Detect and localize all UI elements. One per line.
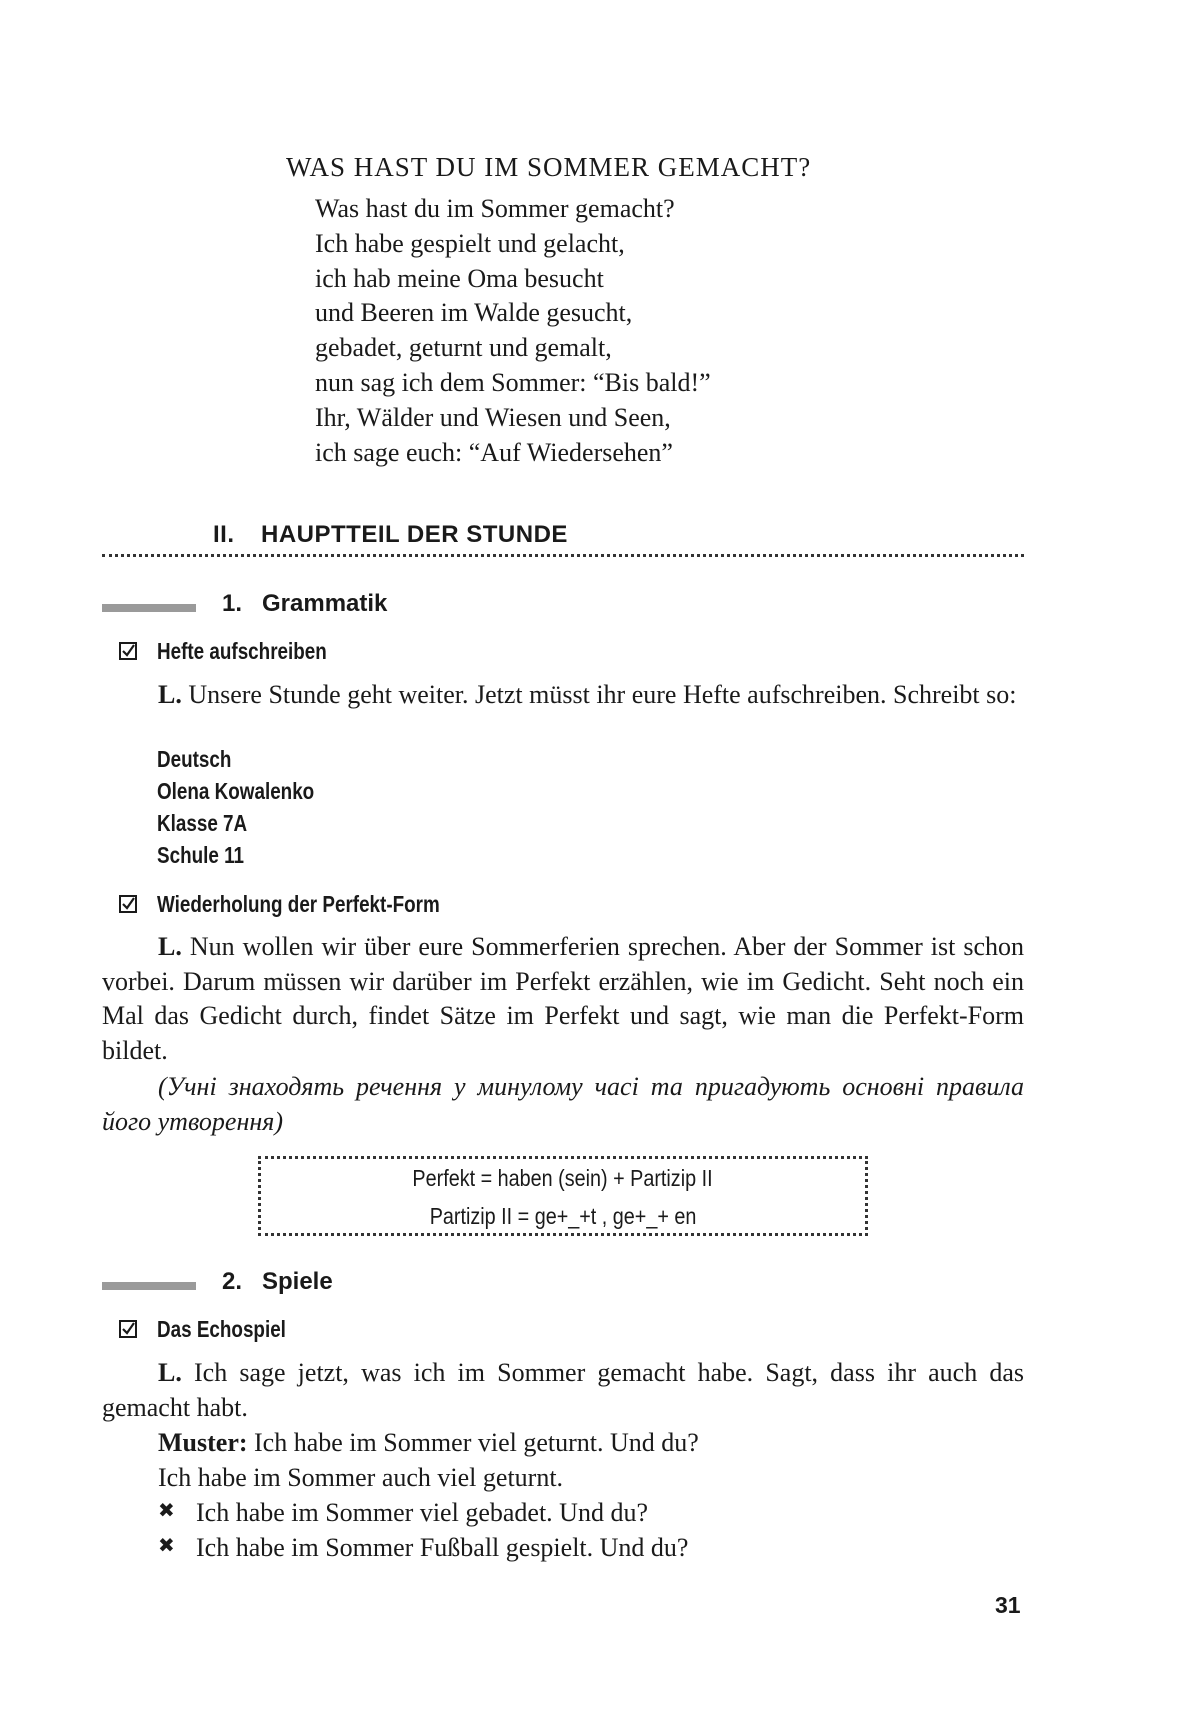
section-title: Spiele <box>262 1268 333 1295</box>
task-label-echospiel: Das Echospiel <box>157 1316 286 1342</box>
paragraph-hefte <box>102 678 1024 713</box>
speaker-label: L. <box>158 680 182 709</box>
section-number: 2. <box>222 1268 243 1295</box>
section-title: Grammatik <box>262 590 388 617</box>
notebook-line: Deutsch <box>157 746 232 772</box>
muster-label: Muster: <box>158 1428 248 1457</box>
section-number: 1. <box>222 590 243 617</box>
main-section-number: II. <box>213 521 235 548</box>
dotted-divider <box>102 554 1024 557</box>
teacher-note <box>102 1070 1024 1139</box>
poem-body <box>315 192 711 470</box>
formula-partizip: Partizip II = ge+_+t , ge+_+ en <box>429 1203 697 1229</box>
poem-line: nun sag ich dem Sommer: “Bis bald!” <box>315 367 711 397</box>
muster-line <box>158 1426 699 1460</box>
main-section-title: HAUPTTEIL DER STUNDE <box>261 521 568 548</box>
task-label-hefte: Hefte aufschreiben <box>157 638 327 664</box>
poem-line: ich sage euch: “Auf Wiedersehen” <box>315 437 673 467</box>
section-heading-spiele <box>222 1268 333 1296</box>
section-bar <box>102 604 196 612</box>
poem-line: gebadet, geturnt und gemalt, <box>315 333 612 363</box>
poem-line: ich hab meine Oma besucht <box>315 263 604 293</box>
formula-perfekt: Perfekt = haben (sein) + Partizip II <box>412 1165 714 1191</box>
notebook-line: Klasse 7A <box>157 810 248 836</box>
paragraph-echospiel <box>102 1356 1024 1425</box>
poem-line: Ihr, Wälder und Wiesen und Seen, <box>315 402 671 432</box>
task-label-perfekt: Wiederholung der Perfekt-Form <box>157 891 440 917</box>
checked-box-icon <box>119 1320 137 1338</box>
poem-line: Ich habe gespielt und gelacht, <box>315 228 625 258</box>
notebook-lines <box>157 746 349 874</box>
section-bar <box>102 1282 196 1290</box>
poem-line: Was hast du im Sommer gemacht? <box>315 194 675 223</box>
checked-box-icon <box>119 642 137 660</box>
formula-box <box>258 1156 868 1236</box>
muster-answer: Ich habe im Sommer auch viel geturnt. <box>158 1463 564 1492</box>
poem-title: WAS HAST DU IM SOMMER GEMACHT? <box>286 152 812 182</box>
main-section-heading <box>213 521 568 549</box>
poem-line: und Beeren im Walde gesucht, <box>315 298 633 328</box>
cross-bullet-icon: ✖ <box>158 1498 175 1522</box>
list-item: Ich habe im Sommer Fußball gespielt. Und du? <box>196 1533 689 1562</box>
paragraph-text: Unsere Stunde geht weiter. Jetzt müsst ihr eure Hefte aufschreiben. Schreibt so: <box>188 680 1017 709</box>
list-item: Ich habe im Sommer viel gebadet. Und du? <box>196 1498 648 1527</box>
paragraph-perfekt <box>102 930 1024 1068</box>
note-text: (Учні знаходять речення у минулому часі та пригадують основні правила його утворення) <box>102 1072 1024 1136</box>
speaker-label: L. <box>158 1358 182 1387</box>
page-number: 31 <box>995 1592 1021 1618</box>
notebook-line: Olena Kowalenko <box>157 778 315 804</box>
checked-box-icon <box>119 895 137 913</box>
cross-bullet-icon: ✖ <box>158 1533 175 1557</box>
notebook-line: Schule 11 <box>157 842 245 868</box>
section-heading-grammatik <box>222 590 387 618</box>
paragraph-text: Nun wollen wir über eure Sommerferien sprechen. Aber der Sommer ist schon vorbei. Darum müssen wir darüber im Perfekt erzählen, wie im Gedicht. Seht noch ein Mal das Gedicht durch, findet Sätze im Perfekt und sagt, wie man die Perfekt-Form bildet. <box>102 932 1024 1065</box>
muster-text: Ich habe im Sommer viel geturnt. Und du? <box>254 1428 699 1457</box>
paragraph-text: Ich sage jetzt, was ich im Sommer gemacht habe. Sagt, dass ihr auch das gemacht habt. <box>102 1358 1025 1422</box>
speaker-label: L. <box>158 932 182 961</box>
